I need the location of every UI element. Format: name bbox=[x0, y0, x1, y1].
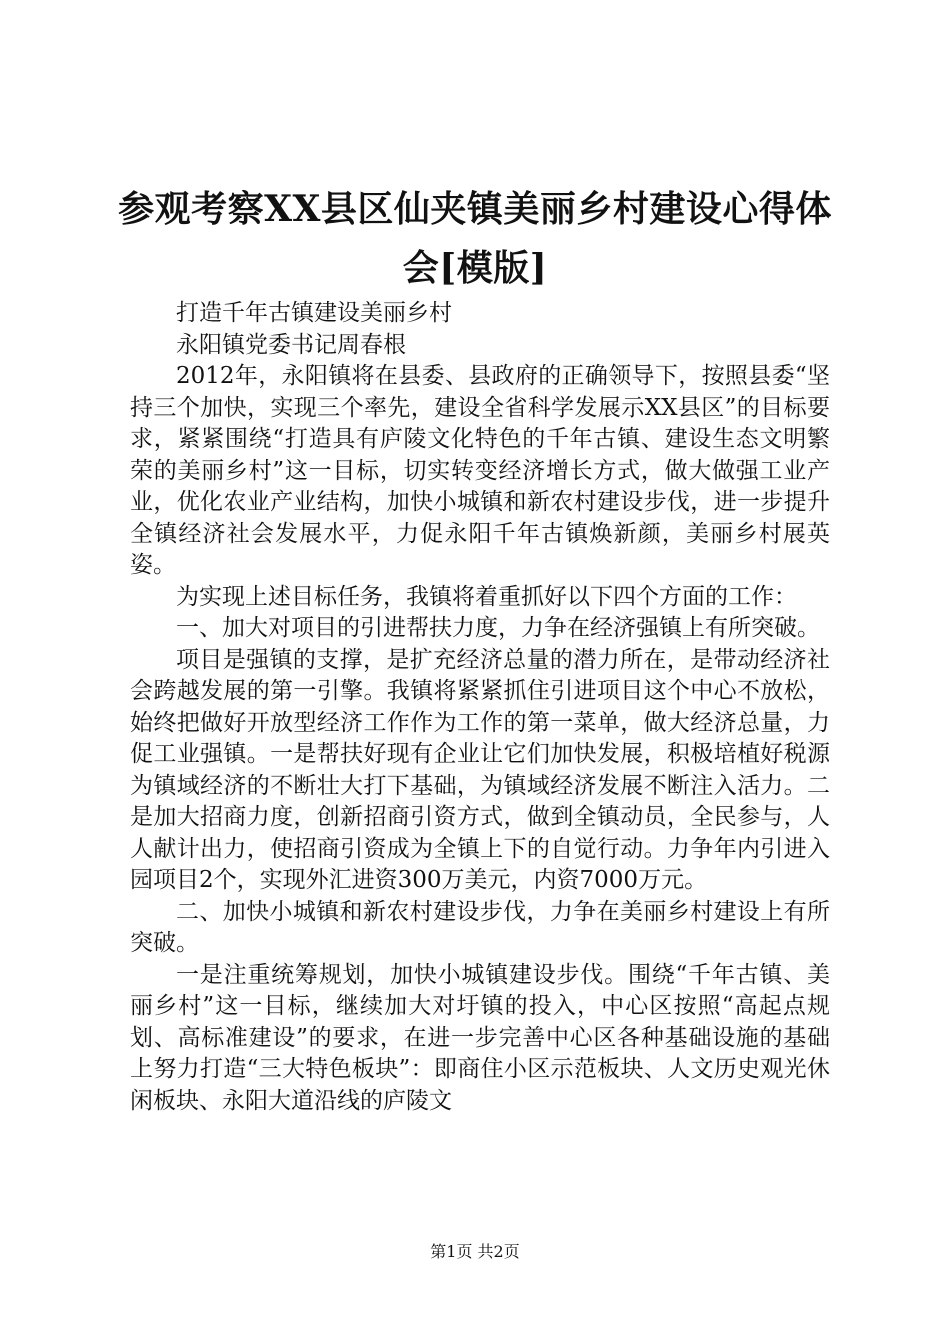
section-heading-paragraph: 一、加大对项目的引进帮扶力度，力争在经济强镇上有所突破。 bbox=[176, 615, 820, 641]
document-title-line-2: 会[模版] bbox=[402, 247, 548, 289]
subtitle-paragraph: 打造千年古镇建设美丽乡村 bbox=[176, 300, 452, 326]
page-number-footer: 第1页 共2页 bbox=[430, 1242, 520, 1261]
document-title-line-1: 参观考察XX县区仙夹镇美丽乡村建设心得体 bbox=[118, 188, 832, 230]
body-paragraph: 项目是强镇的支撑，是扩充经济总量的潜力所在，是带动经济社会跨越发展的第一引擎。我镇将紧紧抓住引进项目这个中心不放松，始终把做好开放型经济工作作为工作的第一菜单，做大经济总量，力促工业强镇。一是帮扶好现有企业让它们加快发展，积极培植好税源为镇域经济的不断壮大打下基础，为镇域经济发展不断注入活力。二是加大招商力度，创新招商引资方式，做到全镇动员，全民参与，人人献计出力，使招商引资成为全镇上下的自觉行动。力争年内引进入园项目2个，实现外汇进资300万美元，内资7000万元。 bbox=[130, 646, 830, 893]
document-body bbox=[130, 298, 830, 1117]
body-paragraph: 为实现上述目标任务，我镇将着重抓好以下四个方面的工作： bbox=[176, 583, 797, 610]
author-paragraph: 永阳镇党委书记周春根 bbox=[176, 331, 406, 358]
body-paragraph: 一是注重统筹规划，加快小城镇建设步伐。围绕“千年古镇、美丽乡村”这一目标，继续加大对圩镇的投入，中心区按照“高起点规划、高标准建设”的要求，在进一步完善中心区各种基础设施的基础上努力打造“三大特色板块”：即商住小区示范板块、人文历史观光休闲板块、永阳大道沿线的庐陵文 bbox=[130, 961, 830, 1114]
section-heading-paragraph: 二、加快小城镇和新农村建设步伐，力争在美丽乡村建设上有所突破。 bbox=[130, 898, 830, 956]
body-paragraph: 2012年，永阳镇将在县委、县政府的正确领导下，按照县委“坚持三个加快，实现三个率先，建设全省科学发展示XX县区”的目标要求，紧紧围绕“打造具有庐陵文化特色的千年古镇、建设生态文明繁荣的美丽乡村”这一目标，切实转变经济增长方式，做大做强工业产业，优化农业产业结构，加快小城镇和新农村建设步伐，进一步提升全镇经济社会发展水平，力促永阳千年古镇焕新颜，美丽乡村展英姿。 bbox=[130, 363, 830, 578]
